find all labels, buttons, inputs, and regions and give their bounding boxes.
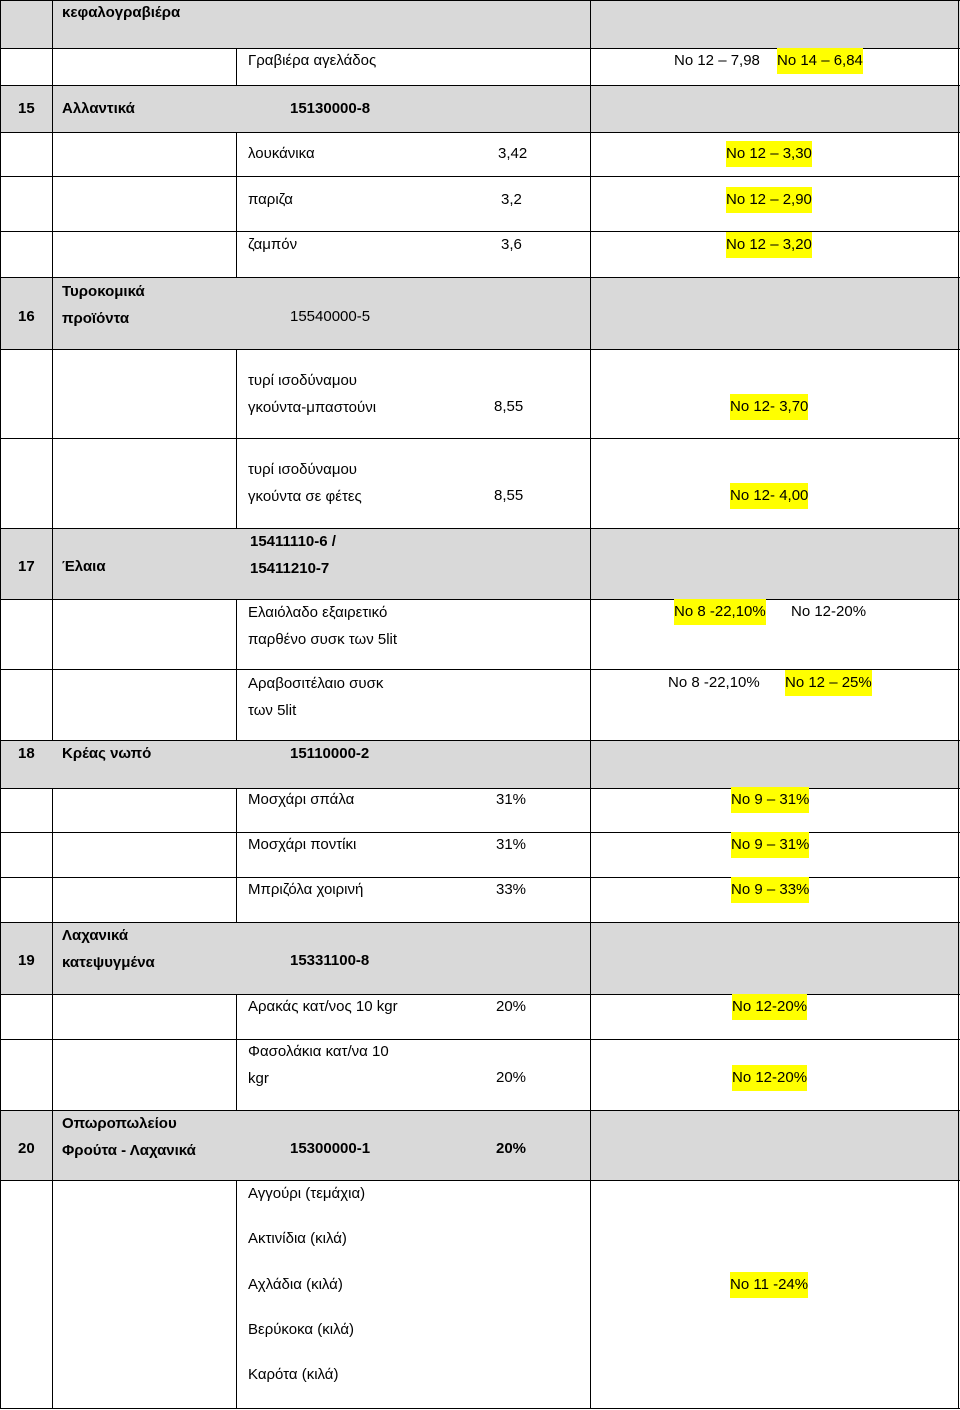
category-label: Αλλαντικά [62,100,135,117]
item-name: Μπριζόλα χοιρινή [248,881,364,898]
row-number: 16 [18,308,35,325]
price-value: 31% [496,791,527,808]
discount-highlight: Νο 9 – 31% [731,787,809,813]
category-label: κεφαλογραβιέρα [62,4,181,21]
list-item: Βερύκοκα (κιλά) [248,1321,355,1338]
discount-highlight: Νο 9 – 33% [731,877,809,903]
discount-highlight: Νο 12 – 3,30 [726,141,812,167]
item-name: Αραβοσιτέλαιο συσκ των 5lit [248,675,384,719]
list-item: Αγγούρι (τεμάχια) [248,1185,366,1202]
discount-highlight: Νο 14 – 6,84 [777,48,863,74]
item-name: λουκάνικα [248,145,315,162]
row-number: 17 [18,558,35,575]
discount-highlight: Νο 12 – 3,20 [726,232,812,258]
item-name: τυρί ισοδύναμου γκούντα-μπαστούνι [248,372,377,416]
price-value: 3,42 [498,145,528,162]
discount-highlight: Νο 11 -24% [730,1272,808,1298]
cpv-code: 15110000-2 [290,745,370,762]
price-value: 20% [496,1140,527,1157]
item-name: τυρί ισοδύναμου γκούντα σε φέτες [248,461,362,505]
discount-value: Νο 12-20% [791,603,867,620]
item-name: Μοσχάρι ποντίκι [248,836,357,853]
discount-highlight: Νο 12 – 2,90 [726,187,812,213]
cpv-code: 15130000-8 [290,100,371,117]
category-label: Έλαια [62,558,106,575]
discount-highlight: Νο 12- 3,70 [730,394,808,420]
item-name: Φασολάκια κατ/να 10 kgr [248,1043,389,1087]
row-number: 15 [18,100,35,117]
category-label: Οπωροπωλείου Φρούτα - Λαχανικά [62,1115,196,1159]
row-number: 18 [18,745,35,762]
price-value: 20% [496,998,527,1015]
price-value: 8,55 [494,398,524,415]
item-name: ζαμπόν [248,236,298,253]
list-item: Καρότα (κιλά) [248,1366,339,1383]
discount-highlight: Νο 12 – 25% [785,670,872,696]
discount-highlight: Νο 12-20% [732,1065,807,1091]
item-name: παριζα [248,191,293,208]
price-value: 33% [496,881,527,898]
price-value: 31% [496,836,527,853]
row-number: 19 [18,952,35,969]
cpv-code: 15540000-5 [290,308,371,325]
list-item: Αχλάδια (κιλά) [248,1276,343,1293]
discount-highlight: Νο 9 – 31% [731,832,809,858]
item-name: Μοσχάρι σπάλα [248,791,355,808]
category-label: Κρέας νωπό [62,745,152,762]
item-name: Ελαιόλαδο εξαιρετικό παρθένο συσκ των 5lit [248,604,398,648]
item-name: Γραβιέρα αγελάδος [248,52,377,69]
price-value: 3,6 [501,236,522,253]
discount-highlight: Νο 12- 4,00 [730,483,808,509]
cpv-code: 15411110-6 / 15411210-7 [250,533,336,577]
row-number: 20 [18,1140,35,1157]
cpv-code: 15300000-1 [290,1140,371,1157]
price-value: 8,55 [494,487,524,504]
price-value: 3,2 [501,191,522,208]
discount-value: Νο 8 -22,10% [668,674,760,691]
item-name: Αρακάς κατ/νος 10 kgr [248,998,398,1015]
section-row-17 [0,528,960,599]
discount-highlight: Νο 12-20% [732,994,807,1020]
category-label: Τυροκομικά προϊόντα [62,283,145,327]
list-item: Ακτινίδια (κιλά) [248,1230,347,1247]
discount-value: Νο 12 – 7,98 [674,52,760,69]
price-value: 20% [496,1069,527,1086]
cpv-code: 15331100-8 [290,952,370,969]
section-row-15 [0,85,960,132]
category-label: Λαχανικά κατεψυγμένα [62,927,155,971]
discount-highlight: Νο 8 -22,10% [674,599,766,625]
